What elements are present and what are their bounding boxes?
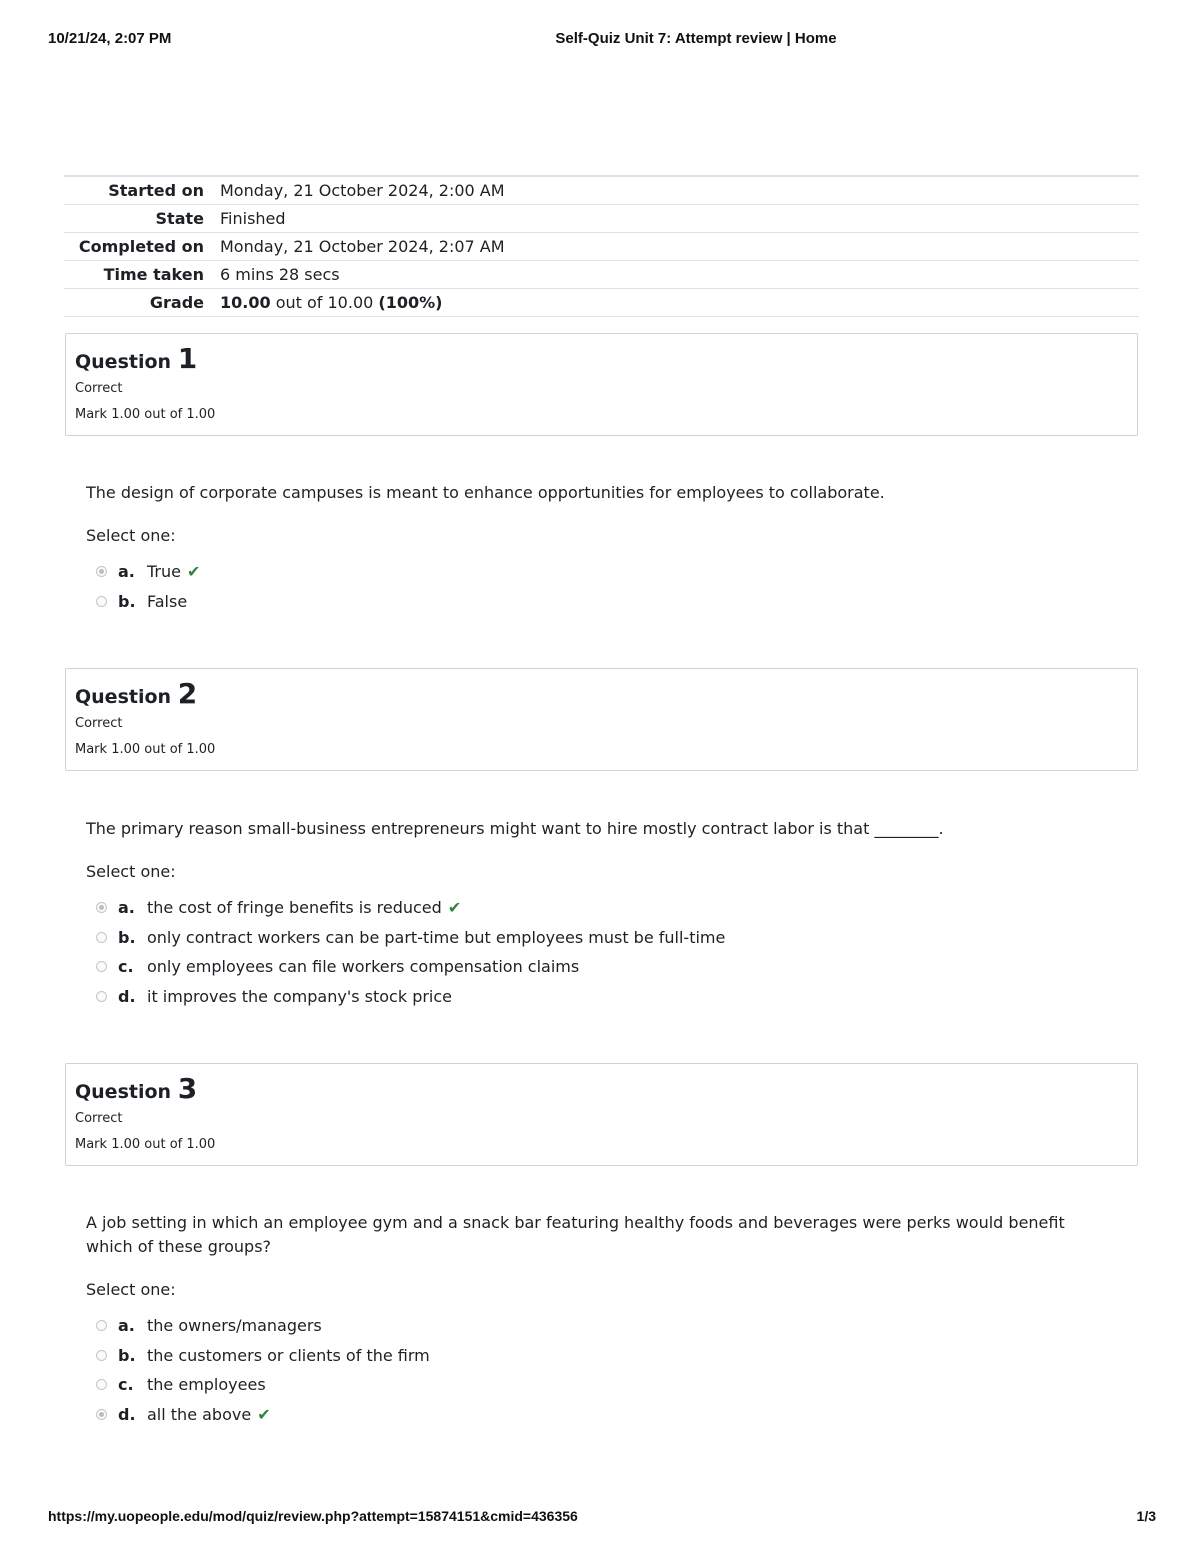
question-2-content <box>86 817 1096 1011</box>
answer-letter: b. <box>118 1345 136 1365</box>
answer-text: False <box>147 591 188 611</box>
page-number: 1/3 <box>1136 1508 1156 1524</box>
summary-row-time-taken <box>64 261 1139 289</box>
grade-out-of: out of 10.00 <box>270 293 379 312</box>
summary-row-started <box>64 177 1139 205</box>
answer-text: the employees <box>147 1375 266 1395</box>
answer-text: the owners/managers <box>147 1316 322 1336</box>
select-one-prompt: Select one: <box>86 862 176 881</box>
print-header <box>48 30 1156 50</box>
question-text: The primary reason small-business entrepreneurs might want to hire mostly contract labor is that ________. <box>86 819 944 838</box>
answer-option-a[interactable] <box>86 893 1096 923</box>
question-3-info <box>65 1063 1138 1166</box>
answer-text: the customers or clients of the firm <box>147 1345 430 1365</box>
question-title <box>75 342 1128 379</box>
select-one-prompt: Select one: <box>86 526 176 545</box>
question-text: The design of corporate campuses is meant to enhance opportunities for employees to collaborate. <box>86 483 885 502</box>
question-1-content <box>86 481 1096 616</box>
question-text: A job setting in which an employee gym and a snack bar featuring healthy foods and beverages were perks would benefit which of these groups? <box>86 1213 1065 1256</box>
correct-check-icon: ✔ <box>257 1404 271 1424</box>
question-title <box>75 677 1128 714</box>
summary-label: State <box>155 209 204 228</box>
answer-letter: a. <box>118 1316 135 1336</box>
question-title <box>75 1072 1128 1109</box>
radio-button[interactable] <box>96 991 107 1002</box>
summary-label: Completed on <box>78 237 204 256</box>
answer-text: only contract workers can be part-time but employees must be full-time <box>147 927 726 947</box>
question-number: 2 <box>177 677 198 710</box>
answer-option-b[interactable] <box>86 587 1096 617</box>
correct-check-icon: ✔ <box>186 562 201 582</box>
answer-letter: a. <box>118 562 135 582</box>
summary-value: Monday, 21 October 2024, 2:07 AM <box>220 237 505 256</box>
answer-list <box>86 1311 1096 1429</box>
answer-letter: a. <box>118 898 135 918</box>
answer-option-c[interactable] <box>86 1370 1096 1400</box>
question-label: Question <box>75 351 172 373</box>
page-title: Self-Quiz Unit 7: Attempt review | Home <box>555 30 837 47</box>
page-url: https://my.uopeople.edu/mod/quiz/review.php?attempt=15874151&cmid=436356 <box>48 1508 578 1524</box>
correct-check-icon: ✔ <box>447 898 462 918</box>
answer-option-c[interactable] <box>86 952 1096 982</box>
radio-button[interactable] <box>96 961 107 972</box>
summary-row-state <box>64 205 1139 233</box>
summary-value: 6 mins 28 secs <box>220 265 340 284</box>
answer-letter: b. <box>118 927 136 947</box>
answer-option-a[interactable] <box>86 557 1096 587</box>
question-mark: Mark 1.00 out of 1.00 <box>75 1137 216 1152</box>
summary-label: Time taken <box>103 265 204 284</box>
summary-value: Finished <box>220 209 286 228</box>
question-label: Question <box>75 686 172 708</box>
question-state: Correct <box>75 381 123 396</box>
answer-option-d[interactable] <box>86 982 1096 1012</box>
radio-button[interactable] <box>96 596 107 607</box>
question-mark: Mark 1.00 out of 1.00 <box>75 407 216 422</box>
summary-value: Monday, 21 October 2024, 2:00 AM <box>220 181 505 200</box>
question-state: Correct <box>75 716 123 731</box>
answer-text: True <box>147 562 181 582</box>
summary-row-completed <box>64 233 1139 261</box>
print-datetime: 10/21/24, 2:07 PM <box>48 30 172 47</box>
radio-button[interactable] <box>96 566 107 577</box>
question-label: Question <box>75 1081 172 1103</box>
answer-option-a[interactable] <box>86 1311 1096 1341</box>
question-3-content <box>86 1211 1096 1429</box>
answer-text: only employees can file workers compensation claims <box>147 957 580 977</box>
grade-score: 10.00 <box>220 293 271 312</box>
summary-label: Started on <box>108 181 204 200</box>
radio-button[interactable] <box>96 1320 107 1331</box>
radio-button[interactable] <box>96 932 107 943</box>
answer-letter: c. <box>118 957 134 977</box>
answer-letter: c. <box>118 1375 134 1395</box>
radio-button[interactable] <box>96 902 107 913</box>
answer-text: the cost of fringe benefits is reduced <box>147 898 442 918</box>
answer-text: it improves the company's stock price <box>147 986 453 1006</box>
question-mark: Mark 1.00 out of 1.00 <box>75 742 216 757</box>
print-footer <box>48 1508 1156 1528</box>
question-number: 1 <box>177 342 198 375</box>
answer-list <box>86 557 1096 616</box>
answer-letter: b. <box>118 591 136 611</box>
answer-letter: d. <box>118 1404 136 1424</box>
answer-list <box>86 893 1096 1011</box>
answer-option-b[interactable] <box>86 923 1096 953</box>
answer-option-d[interactable] <box>86 1400 1096 1430</box>
summary-row-grade <box>64 289 1139 317</box>
attempt-summary-table <box>64 175 1139 317</box>
radio-button[interactable] <box>96 1350 107 1361</box>
question-1-info <box>65 333 1138 436</box>
radio-button[interactable] <box>96 1409 107 1420</box>
question-number: 3 <box>177 1072 198 1105</box>
radio-button[interactable] <box>96 1379 107 1390</box>
answer-letter: d. <box>118 986 136 1006</box>
summary-label: Grade <box>149 293 204 312</box>
answer-option-b[interactable] <box>86 1341 1096 1371</box>
select-one-prompt: Select one: <box>86 1280 176 1299</box>
question-state: Correct <box>75 1111 123 1126</box>
grade-value <box>220 293 442 312</box>
question-2-info <box>65 668 1138 771</box>
answer-text: all the above <box>147 1404 252 1424</box>
grade-percent: (100%) <box>378 293 443 312</box>
